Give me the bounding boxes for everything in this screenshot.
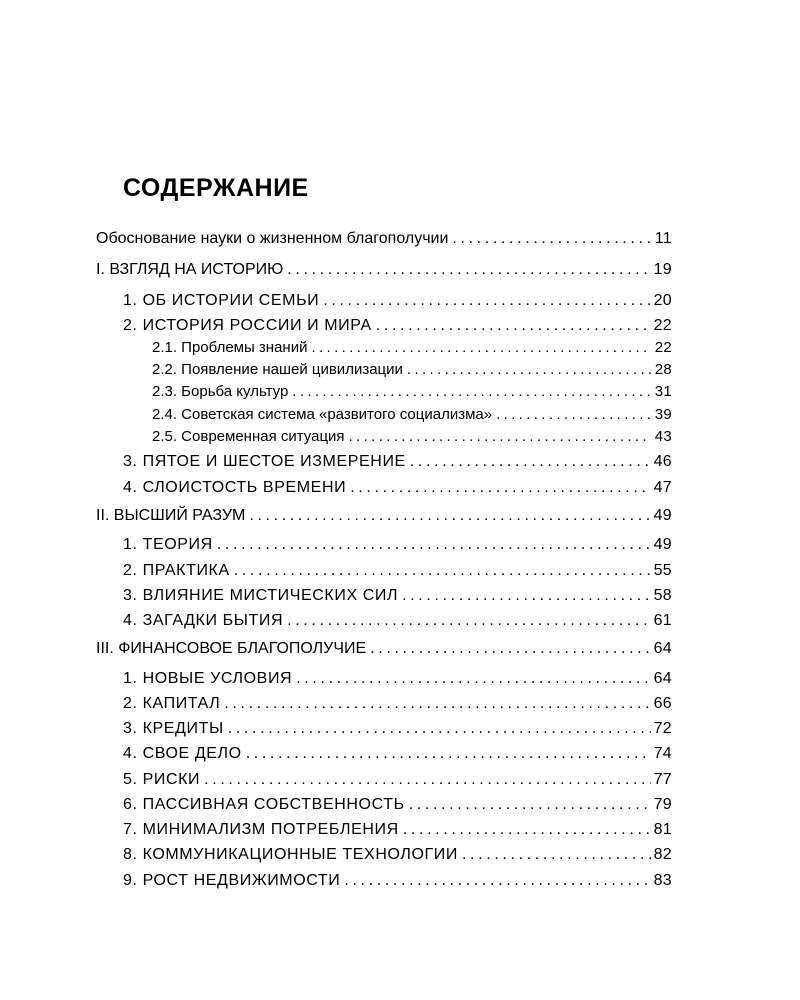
dot-leader <box>349 427 651 447</box>
toc-entry-section[interactable] <box>152 427 672 447</box>
toc-page-number: 64 <box>653 670 672 687</box>
dot-leader <box>217 535 651 555</box>
toc-page-number: 11 <box>654 230 672 247</box>
dot-leader <box>409 795 651 815</box>
toc-entry-label: 3. ПЯТОЕ И ШЕСТОЕ ИЗМЕРЕНИЕ <box>123 453 406 470</box>
toc-page-number: 46 <box>653 453 672 470</box>
toc-page-number: 82 <box>653 846 672 863</box>
toc-entry-label: 2.1. Проблемы знаний <box>152 339 308 356</box>
dot-leader <box>287 611 650 631</box>
toc-entry-label: 5. РИСКИ <box>123 771 201 788</box>
toc-entry-intro[interactable] <box>96 229 672 249</box>
toc-page-number: 81 <box>653 821 672 838</box>
toc-entry-part-3[interactable] <box>96 639 672 659</box>
toc-page-number: 20 <box>653 292 672 309</box>
toc-entry-section[interactable] <box>152 360 672 380</box>
toc-page-number: 74 <box>653 745 672 762</box>
dot-leader <box>376 316 651 336</box>
toc-entry-label: 2.4. Советская система «развитого социализма» <box>152 406 493 423</box>
toc-entry-chapter[interactable] <box>123 694 672 714</box>
dot-leader <box>496 405 651 425</box>
dot-leader <box>410 452 651 472</box>
toc-entry-label: III. ФИНАНСОВОЕ БЛАГОПОЛУЧИЕ <box>96 640 367 657</box>
toc-entry-label: 3. КРЕДИТЫ <box>123 720 224 737</box>
toc-entry-label: 2.2. Появление нашей цивилизации <box>152 361 403 378</box>
page-title: СОДЕРЖАНИЕ <box>123 174 309 202</box>
toc-entry-label: 6. ПАССИВНАЯ СОБСТВЕННОСТЬ <box>123 796 405 813</box>
dot-leader <box>228 719 651 739</box>
toc-entry-chapter[interactable] <box>123 316 672 336</box>
toc-entry-label: 2.5. Современная ситуация <box>152 428 345 445</box>
toc-page-number: 83 <box>653 872 672 889</box>
toc-entry-label: 8. КОММУНИКАЦИОННЫЕ ТЕХНОЛОГИИ <box>123 846 458 863</box>
toc-entry-chapter[interactable] <box>123 744 672 764</box>
dot-leader <box>462 845 651 865</box>
toc-page-number: 47 <box>653 479 672 496</box>
toc-entry-label: 3. ВЛИЯНИЕ МИСТИЧЕСКИХ СИЛ <box>123 587 399 604</box>
toc-entry-label: 1. ТЕОРИЯ <box>123 536 213 553</box>
toc-entry-section[interactable] <box>152 338 672 358</box>
toc-page-number: 28 <box>654 361 672 378</box>
toc-entry-section[interactable] <box>152 382 672 402</box>
toc-entry-label: 2. ИСТОРИЯ РОССИИ И МИРА <box>123 317 372 334</box>
toc-entry-part-1[interactable] <box>96 260 672 280</box>
toc-page-number: 77 <box>653 771 672 788</box>
dot-leader <box>452 229 651 249</box>
dot-leader <box>407 360 651 380</box>
toc-page-number: 61 <box>653 612 672 629</box>
toc-entry-label: 4. СВОЕ ДЕЛО <box>123 745 242 762</box>
toc-entry-chapter[interactable] <box>123 845 672 865</box>
toc-page-number: 49 <box>653 536 672 553</box>
dot-leader <box>370 639 650 659</box>
dot-leader <box>204 770 650 790</box>
toc-page-number: 64 <box>653 640 672 657</box>
toc-page-number: 19 <box>653 261 672 278</box>
toc-entry-label: 1. НОВЫЕ УСЛОВИЯ <box>123 670 293 687</box>
toc-page-number: 72 <box>653 720 672 737</box>
toc-entry-chapter[interactable] <box>123 561 672 581</box>
toc-entry-label: 7. МИНИМАЛИЗМ ПОТРЕБЛЕНИЯ <box>123 821 399 838</box>
toc-entry-chapter[interactable] <box>123 820 672 840</box>
toc-page-number: 43 <box>654 428 672 445</box>
dot-leader <box>350 478 650 498</box>
toc-page-number: 58 <box>653 587 672 604</box>
toc-entry-chapter[interactable] <box>123 770 672 790</box>
toc-entry-label: 4. СЛОИСТОСТЬ ВРЕМЕНИ <box>123 479 347 496</box>
toc-entry-part-2[interactable] <box>96 506 672 526</box>
dot-leader <box>224 694 650 714</box>
toc-page-number: 31 <box>654 383 672 400</box>
toc-entry-label: I. ВЗГЛЯД НА ИСТОРИЮ <box>96 261 284 278</box>
dot-leader <box>311 338 651 358</box>
toc-entry-label: II. ВЫСШИЙ РАЗУМ <box>96 507 246 524</box>
toc-entry-label: 2. КАПИТАЛ <box>123 695 221 712</box>
toc-entry-chapter[interactable] <box>123 871 672 891</box>
toc-page-number: 22 <box>653 317 672 334</box>
toc-page-number: 49 <box>653 507 672 524</box>
toc-entry-chapter[interactable] <box>123 719 672 739</box>
dot-leader <box>292 382 651 402</box>
dot-leader <box>323 291 650 311</box>
toc-page-number: 66 <box>653 695 672 712</box>
toc-entry-chapter[interactable] <box>123 795 672 815</box>
dot-leader <box>403 820 651 840</box>
toc-entry-chapter[interactable] <box>123 478 672 498</box>
toc-entry-label: Обоснование науки о жизненном благополучии <box>96 230 449 247</box>
dot-leader <box>296 669 650 689</box>
toc-entry-label: 1. ОБ ИСТОРИИ СЕМЬИ <box>123 292 320 309</box>
dot-leader <box>246 744 651 764</box>
toc-entry-label: 2. ПРАКТИКА <box>123 562 230 579</box>
toc-page-number: 22 <box>654 339 672 356</box>
toc-page-number: 55 <box>653 562 672 579</box>
toc-entry-label: 4. ЗАГАДКИ БЫТИЯ <box>123 612 284 629</box>
toc-entry-chapter[interactable] <box>123 586 672 606</box>
toc-entry-chapter[interactable] <box>123 452 672 472</box>
dot-leader <box>249 506 650 526</box>
toc-entry-chapter[interactable] <box>123 669 672 689</box>
toc-entry-chapter[interactable] <box>123 611 672 631</box>
toc-page-number: 39 <box>654 406 672 423</box>
dot-leader <box>402 586 650 606</box>
toc-entry-label: 9. РОСТ НЕДВИЖИМОСТИ <box>123 872 341 889</box>
dot-leader <box>287 260 650 280</box>
dot-leader <box>344 871 650 891</box>
toc-entry-chapter[interactable] <box>123 535 672 555</box>
toc-page-number: 79 <box>653 796 672 813</box>
toc-entry-chapter[interactable] <box>123 291 672 311</box>
toc-entry-label: 2.3. Борьба культур <box>152 383 289 400</box>
dot-leader <box>234 561 651 581</box>
toc-entry-section[interactable] <box>152 405 672 425</box>
